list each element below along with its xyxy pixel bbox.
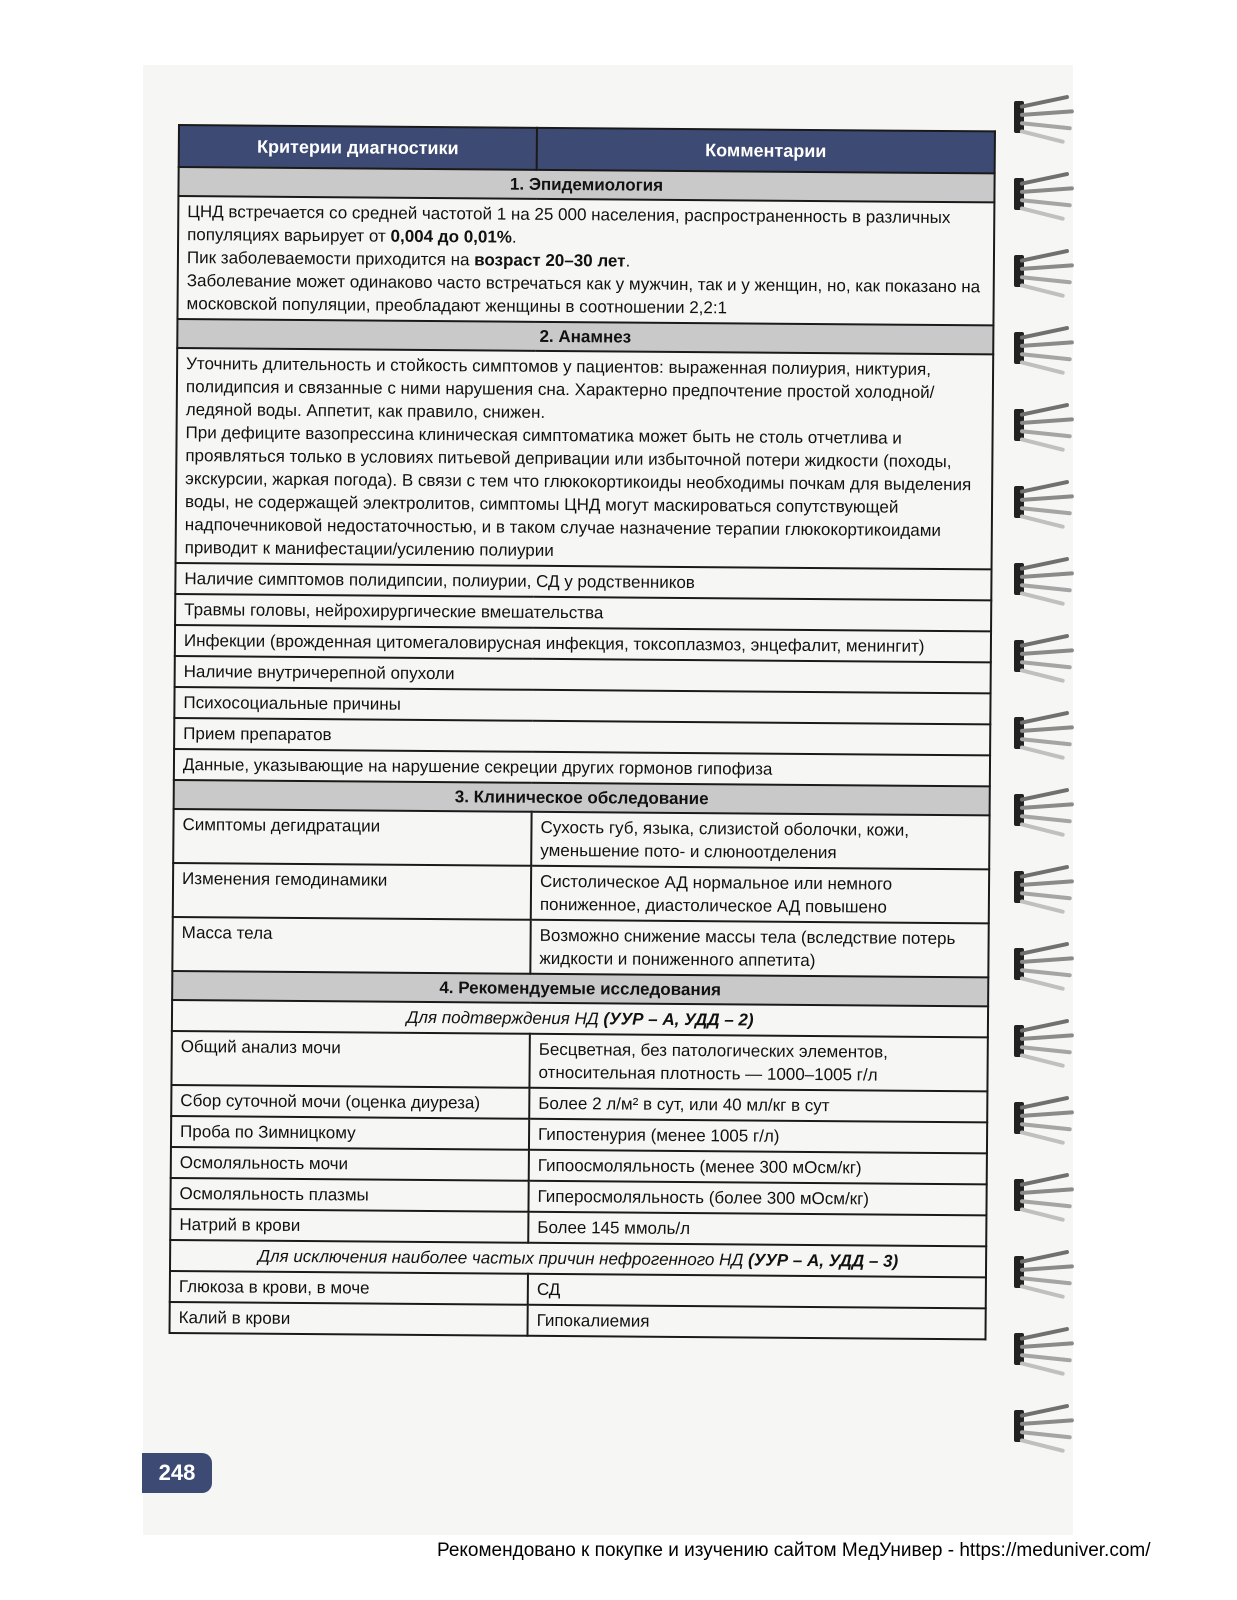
text-fragment: Заболевание может одинаково часто встречаться как у мужчин, так и у женщин, но, как показано на московской популяции, преобладают женщины в соотношении 2,2:1	[186, 271, 981, 318]
table-row	[173, 863, 989, 923]
binding-coil	[1010, 557, 1072, 601]
table-header-row	[179, 125, 995, 173]
anamnesis-item: Инфекции (врожденная цитомегаловирусная инфекция, токсоплазмоз, энцефалит, менингит)	[175, 625, 991, 662]
subsection-text: Для исключения наиболее частых причин нефрогенного НД	[257, 1246, 749, 1270]
subsection-text: Для подтверждения НД	[406, 1007, 604, 1029]
text-fragment: Пик заболеваемости приходится на	[186, 248, 475, 270]
test-name-cell: Общий анализ мочи	[171, 1031, 529, 1088]
diagnostic-criteria-table	[168, 124, 995, 1340]
test-name-cell: Проба по Зимницкому	[171, 1116, 529, 1150]
binding-coil	[1010, 1096, 1072, 1140]
binding-coil	[1010, 480, 1072, 524]
text-fragment: .	[625, 251, 631, 271]
comment-cell: Возможно снижение массы тела (вследствие потерь жидкости и пониженного аппетита)	[530, 920, 988, 978]
epidemiology-text	[177, 196, 994, 325]
prevalence-value: 0,004 до 0,01%	[390, 226, 513, 247]
table-row	[171, 1031, 987, 1091]
anamnesis-item: Психосоциальные причины	[174, 687, 990, 724]
anamnesis-item: Данные, указывающие на нарушение секреции других гормонов гипофиза	[174, 749, 990, 786]
peak-age-value: возраст 20–30 лет	[474, 250, 626, 271]
binding-coil	[1010, 326, 1072, 370]
table-row	[173, 809, 989, 869]
binding-coil	[1010, 1250, 1072, 1294]
test-result-cell: Гипоосмоляльность (менее 300 мОсм/кг)	[529, 1150, 987, 1185]
column-header-criteria: Критерии диагностики	[179, 125, 537, 170]
anamnesis-item: Прием препаратов	[174, 718, 990, 755]
binding-coil	[1010, 172, 1072, 216]
test-name-cell: Глюкоза в крови, в моче	[170, 1271, 528, 1305]
test-result-cell: СД	[528, 1274, 986, 1309]
binding-coil	[1010, 1173, 1072, 1217]
test-name-cell: Осмоляльность мочи	[171, 1147, 529, 1181]
criterion-cell: Изменения гемодинамики	[173, 863, 531, 920]
binding-coil	[1010, 95, 1072, 139]
test-name-cell: Натрий в крови	[170, 1209, 528, 1243]
section-title: 2. Анамнез	[177, 319, 993, 354]
anamnesis-item: Наличие внутричерепной опухоли	[175, 656, 991, 693]
column-header-comments: Комментарии	[537, 128, 995, 174]
page-number: 248	[142, 1453, 212, 1493]
section-title: 4. Рекомендуемые исследования	[172, 971, 988, 1006]
paragraph: При дефиците вазопрессина клиническая симптоматика может быть не столь отчетлива и проявляться только в условиях питьевой депривации или избыточной потери жидкости (походы, экскурсии, жаркая погода). В связи с тем что глюкокортикоиды необходимы почкам для выделения воды, не содержащей электролитов, симптомы ЦНД могут маскироваться сопутствующей надпочечниковой недостаточностью, и в таком случае назначение терапии глюкокортикоидами приводит к манифестации/усилению полиурии	[184, 423, 972, 560]
footer-text: Рекомендовано к покупке и изучению сайтом МедУнивер - https://meduniver.com/	[437, 1540, 1151, 1561]
binding-coil	[1010, 711, 1072, 755]
text-fragment: ЦНД встречается со средней частотой 1 на 25 000 населения, распространенность в различных популяциях варьирует от	[187, 202, 951, 246]
binding-coil	[1010, 788, 1072, 832]
anamnesis-item: Наличие симптомов полидипсии, полиурии, СД у родственников	[175, 563, 991, 600]
comment-cell: Систолическое АД нормальное или немного пониженное, диастолическое АД повышено	[531, 866, 989, 924]
binding-coil	[1010, 403, 1072, 447]
test-result-cell: Гипостенурия (менее 1005 г/л)	[529, 1119, 987, 1154]
binding-coil	[1010, 1404, 1072, 1448]
evidence-level: (УУР – А, УДД – 2)	[603, 1009, 754, 1030]
section-title: 3. Клиническое обследование	[174, 780, 990, 815]
criterion-cell: Симптомы дегидратации	[173, 809, 531, 866]
test-result-cell: Бесцветная, без патологических элементов, относительная плотность — 1000–1005 г/л	[529, 1034, 987, 1092]
text-fragment: .	[511, 227, 517, 247]
test-name-cell: Осмоляльность плазмы	[170, 1178, 528, 1212]
test-result-cell: Гиперосмоляльность (более 300 мОсм/кг)	[528, 1181, 986, 1216]
binding-coil	[1010, 1019, 1072, 1063]
test-result-cell: Гипокалиемия	[527, 1305, 985, 1340]
binding-coil	[1010, 1327, 1072, 1371]
test-name-cell: Сбор суточной мочи (оценка диуреза)	[171, 1085, 529, 1119]
test-result-cell: Более 2 л/м² в сут, или 40 мл/кг в сут	[529, 1088, 987, 1123]
test-name-cell: Калий в крови	[170, 1302, 528, 1336]
comment-cell: Сухость губ, языка, слизистой оболочки, кожи, уменьшение пото- и слюноотделения	[531, 812, 989, 870]
paragraph: Уточнить длительность и стойкость симптомов у пациентов: выраженная полиурия, никтурия, полидипсия и связанные с ними нарушения сна. Характерно предпочтение простой холодной/ледяной воды. Аппетит, как правило, снижен.	[185, 354, 935, 422]
epidemiology-text-row	[177, 196, 994, 325]
binding-coil	[1010, 249, 1072, 293]
anamnesis-item: Травмы головы, нейрохирургические вмешательства	[175, 594, 991, 631]
section-title: 1. Эпидемиология	[178, 167, 994, 202]
table-row	[172, 917, 988, 977]
criterion-cell: Масса тела	[172, 917, 530, 974]
binding-coil	[1010, 634, 1072, 678]
spiral-binding	[1010, 95, 1080, 1515]
test-result-cell: Более 145 ммоль/л	[528, 1212, 986, 1247]
anamnesis-text-row	[176, 348, 994, 569]
anamnesis-text	[176, 348, 994, 569]
binding-coil	[1010, 865, 1072, 909]
table-row	[170, 1302, 986, 1339]
binding-coil	[1010, 942, 1072, 986]
evidence-level: (УУР – А, УДД – 3)	[748, 1250, 899, 1271]
